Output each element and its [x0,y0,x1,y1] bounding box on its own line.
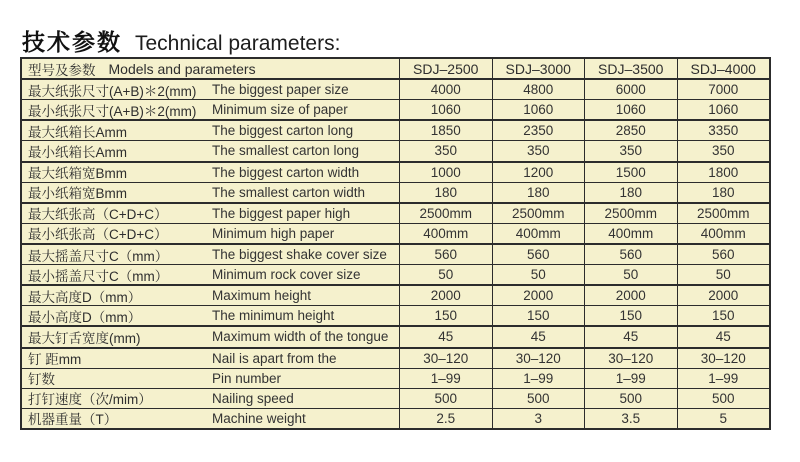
value-cell: 45 [492,327,585,346]
value-cell: 2000 [677,286,770,305]
row-label-english: The smallest carton width [212,184,366,200]
value-cell: 30–120 [492,349,585,368]
value-cell: 180 [677,183,770,202]
value-cell: 500 [584,389,677,408]
value-cell: 50 [584,265,677,284]
value-cell: 5 [677,409,770,428]
value-cell: 180 [399,183,492,202]
title-english: Technical parameters: [135,32,341,55]
table-row [22,264,769,284]
value-cell: 350 [677,141,770,160]
value-cell: 7000 [677,80,770,99]
value-cell: 500 [399,389,492,408]
row-label-chinese: 最大钉舌宽度(mm) [28,330,141,346]
table-row [22,305,769,325]
value-cell: 180 [584,183,677,202]
row-label-chinese: 最小高度D（mm） [28,309,142,325]
row-label-cell [22,389,399,408]
row-label-english: Minimum size of paper [212,102,348,118]
row-label-chinese: 钉 距mm [28,352,82,368]
row-label-english: Maximum height [212,288,312,304]
value-cell: 50 [492,265,585,284]
row-label-chinese: 打钉速度（次/mim） [28,392,152,408]
value-cell: 2500mm [399,204,492,223]
row-label-english: Nail is apart from the [212,350,337,366]
value-cell: 1–99 [399,369,492,388]
table-row [22,368,769,388]
row-label-cell [22,327,399,346]
header-label-chinese: 型号及参数 [28,62,96,78]
value-cell: 500 [492,389,585,408]
row-label-english: Pin number [212,370,282,386]
table-row [22,161,769,182]
row-label-cell [22,183,399,202]
value-cell: 400mm [399,224,492,243]
header-model-cell: SDJ–2500 [399,59,492,78]
value-cell: 30–120 [584,349,677,368]
value-cell: 150 [677,306,770,325]
row-label-chinese: 机器重量（T） [28,412,118,428]
table-row [22,408,769,428]
value-cell: 1060 [677,100,770,119]
header-model-cell: SDJ–3000 [492,59,585,78]
value-cell: 560 [399,245,492,264]
table-row [22,284,769,305]
value-cell: 1800 [677,163,770,182]
value-cell: 150 [399,306,492,325]
value-cell: 45 [677,327,770,346]
table-row [22,182,769,202]
value-cell: 2350 [492,121,585,140]
value-cell: 1200 [492,163,585,182]
row-label-english: The biggest carton width [212,164,360,180]
value-cell: 2.5 [399,409,492,428]
value-cell: 30–120 [677,349,770,368]
value-cell: 1850 [399,121,492,140]
value-cell: 6000 [584,80,677,99]
row-label-chinese: 最大纸箱宽Bmm [28,166,127,182]
header-model-cell: SDJ–4000 [677,59,770,78]
value-cell: 1000 [399,163,492,182]
row-label-chinese: 最小纸张高（C+D+C） [28,227,168,243]
value-cell: 350 [399,141,492,160]
row-label-cell [22,286,399,305]
table-row [22,202,769,223]
header-model-cell: SDJ–3500 [584,59,677,78]
row-label-cell [22,409,399,428]
row-label-chinese: 最大摇盖尺寸C（mm） [28,248,169,264]
table-row [22,119,769,140]
row-label-cell [22,100,399,119]
row-label-cell [22,80,399,99]
row-label-english: The biggest shake cover size [212,247,387,263]
row-label-chinese: 最小摇盖尺寸C（mm） [28,268,169,284]
row-label-english: Machine weight [212,410,306,426]
row-label-cell [22,141,399,160]
table-row [22,223,769,243]
table-row [22,99,769,119]
value-cell: 2500mm [584,204,677,223]
value-cell: 400mm [677,224,770,243]
table-row [22,325,769,346]
value-cell: 50 [399,265,492,284]
header-models-and-parameters-cell [22,59,399,78]
value-cell: 2850 [584,121,677,140]
table-row [22,388,769,408]
table-row [22,78,769,99]
value-cell: 3.5 [584,409,677,428]
value-cell: 350 [492,141,585,160]
row-label-english: Nailing speed [212,390,294,406]
row-label-cell [22,163,399,182]
row-label-chinese: 最小纸张尺寸(A+B)＊2(mm) [28,103,197,119]
value-cell: 2000 [399,286,492,305]
value-cell: 1060 [584,100,677,119]
row-label-chinese: 最大纸张高（C+D+C） [28,207,168,223]
row-label-english: The minimum height [212,308,335,324]
row-label-english: Minimum rock cover size [212,267,361,283]
row-label-cell [22,224,399,243]
value-cell: 180 [492,183,585,202]
value-cell: 2000 [584,286,677,305]
row-label-english: The biggest paper high [212,205,351,221]
value-cell: 1060 [492,100,585,119]
value-cell: 560 [584,245,677,264]
value-cell: 4800 [492,80,585,99]
row-label-cell [22,349,399,368]
value-cell: 1–99 [492,369,585,388]
row-label-english: The biggest carton long [212,123,354,139]
technical-parameters-table [20,57,771,430]
row-label-chinese: 最大纸箱长Amm [28,124,127,140]
value-cell: 2000 [492,286,585,305]
value-cell: 1060 [399,100,492,119]
value-cell: 400mm [492,224,585,243]
row-label-cell [22,245,399,264]
row-label-cell [22,265,399,284]
value-cell: 3350 [677,121,770,140]
value-cell: 4000 [399,80,492,99]
row-label-cell [22,306,399,325]
row-label-english: Minimum high paper [212,225,335,241]
row-label-cell [22,204,399,223]
value-cell: 560 [677,245,770,264]
value-cell: 350 [584,141,677,160]
value-cell: 45 [399,327,492,346]
value-cell: 2500mm [677,204,770,223]
row-label-chinese: 钉数 [28,372,55,388]
value-cell: 1–99 [677,369,770,388]
row-label-chinese: 最大高度D（mm） [28,289,142,305]
value-cell: 500 [677,389,770,408]
value-cell: 30–120 [399,349,492,368]
table-row [22,243,769,264]
table-header-row [22,59,769,78]
value-cell: 150 [584,306,677,325]
value-cell: 150 [492,306,585,325]
table-row [22,347,769,368]
row-label-chinese: 最大纸张尺寸(A+B)＊2(mm) [28,83,197,99]
row-label-english: The biggest paper size [212,82,349,98]
row-label-cell [22,121,399,140]
value-cell: 560 [492,245,585,264]
value-cell: 3 [492,409,585,428]
value-cell: 45 [584,327,677,346]
table-row [22,140,769,160]
value-cell: 2500mm [492,204,585,223]
value-cell: 1–99 [584,369,677,388]
row-label-chinese: 最小纸箱长Amm [28,145,127,160]
value-cell: 1500 [584,163,677,182]
header-label-english: Models and parameters [108,60,256,77]
row-label-cell [22,369,399,388]
page-title [22,24,340,57]
row-label-english: The smallest carton long [212,143,360,159]
title-chinese: 技术参数 [22,29,122,55]
row-label-english: Maximum width of the tongue [212,329,389,345]
value-cell: 400mm [584,224,677,243]
row-label-chinese: 最小纸箱宽Bmm [28,186,127,202]
value-cell: 50 [677,265,770,284]
